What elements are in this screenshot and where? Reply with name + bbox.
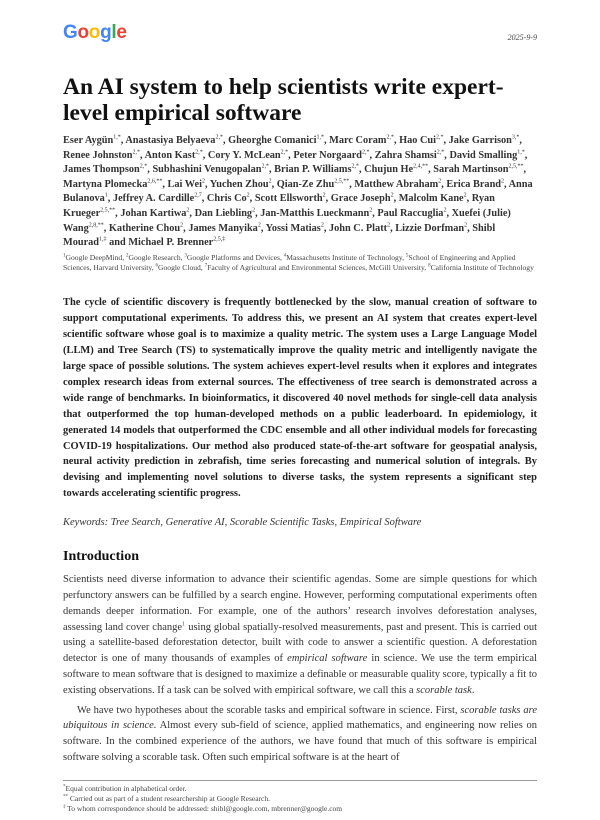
author-affiliation-marker: 2 — [268, 178, 272, 185]
author-name: Jan-Matthis Lueckmann — [260, 207, 370, 219]
footnote-text: Carried out as part of a student researchership at Google Research. — [68, 793, 271, 803]
author-name: Yuchen Zhou — [209, 178, 269, 190]
author-affiliation-marker: 2,* — [362, 149, 370, 156]
author-affiliation-marker: 2,5,‡ — [213, 236, 226, 243]
author-affiliation-marker: 2 — [246, 192, 250, 199]
author-name: Jake Garrison — [448, 135, 512, 146]
author-name: Chujun He — [364, 164, 414, 176]
author-name: Matthew Abraham — [354, 178, 439, 190]
logo-letter: l — [111, 22, 117, 43]
author-affiliation-marker: 2 — [180, 222, 184, 229]
author-name: Paul Raccuglia — [377, 207, 444, 219]
author-name: Anton Kast — [144, 149, 196, 161]
author-name: Ryan Krueger — [63, 193, 495, 219]
author-affiliation-marker: 2,* — [351, 163, 359, 170]
intro-paragraph-1 — [63, 572, 537, 698]
footnote-mark: * — [63, 784, 66, 790]
author-affiliation-marker: 2 — [186, 207, 190, 214]
author-name: Lizzie Dorfman — [395, 222, 465, 234]
footnote-mark: ‡ — [63, 804, 66, 810]
logo-letter: o — [88, 22, 101, 43]
affiliation-number: 5 — [405, 253, 409, 259]
author-name: Yossi Matias — [265, 222, 321, 234]
author-name: David Smalling — [449, 149, 518, 161]
section-heading-introduction: Introduction — [63, 549, 139, 565]
author-name: Lai Wei — [167, 178, 202, 190]
author-affiliation-marker: 2 — [320, 222, 324, 229]
author-affiliation-marker: 1,* — [113, 134, 121, 141]
author-affiliation-marker: 2 — [387, 222, 391, 229]
author-name: Eser Aygün — [63, 135, 114, 146]
author-name: Malcolm Kane — [398, 193, 464, 205]
paper-page — [63, 0, 537, 820]
affiliation-number: 4 — [283, 253, 287, 259]
author-affiliation-marker: 2 — [252, 207, 256, 214]
author-name: Xuefei (Julie) Wang — [63, 207, 511, 234]
author-name: Qian-Ze Zhu — [276, 178, 335, 190]
author-name: Martyna Plomecka — [63, 178, 148, 190]
footnote — [63, 794, 537, 804]
author-name: James Thompson — [63, 164, 140, 176]
author-name: Grace Joseph — [330, 193, 391, 205]
footnote-mark: ** — [63, 794, 68, 800]
author-affiliation-marker: 2,8,** — [88, 222, 104, 229]
affiliation-name: Massachusetts Institute of Technology — [286, 252, 403, 262]
abstract: The cycle of scientific discovery is frequently bottlenecked by the slow, manual creation of software to support computational experiments. To address this, we present an AI system that creates expert-level scientific software whose goal is to maximize a quality metric. The system uses a Large Language Model (LLM) and Tree Search (TS) to systematically improve the quality metric and intelligently navigate the large space of possible solutions. The system achieves expert-level results when it explores and integrates complex research ideas from external sources. The effectiveness of tree search is demonstrated across a wide range of benchmarks. In bioinformatics, it discovered 40 novel methods for single-cell data analysis that outperformed the top human-developed methods on a public leaderboard. In epidemiology, it generated 14 models that outperformed the CDC ensemble and all other individual models for forecasting COVID-19 hospitalizations. Our method also produced state-of-the-art software for geospatial analysis, neural activity prediction in zebrafish, time series forecasting and numerical solution of integrals. By devising and implementing novel solutions to diverse tasks, the system represents a significant step towards accelerating scientific progress. — [63, 297, 537, 500]
author-affiliation-marker: 2 — [390, 192, 394, 199]
logo-letter: G — [63, 22, 78, 43]
logo-letter: g — [100, 22, 112, 43]
author-affiliation-marker: 2,* — [132, 149, 141, 156]
affiliation-name: Google DeepMind — [65, 252, 123, 262]
footnote-divider — [63, 780, 537, 781]
google-logo — [63, 22, 127, 44]
emphasized-text: empirical software — [287, 653, 368, 665]
author-name: Renee Johnston — [63, 149, 133, 161]
text-segment: . — [471, 684, 475, 696]
author-affiliation-marker: 1,* — [517, 149, 525, 156]
paper-title: An AI system to help scientists write expert-level empirical software — [63, 74, 504, 126]
author-name: Scott Ellsworth — [254, 193, 323, 205]
author-affiliation-marker: 2,* — [215, 134, 223, 141]
affiliation-number: 3 — [184, 253, 187, 259]
affiliation-name: Faculty of Agricultural and Environmental Sciences, McGill University — [207, 263, 425, 273]
author-affiliation-marker: 2 — [438, 178, 442, 185]
author-name: Zahra Shamsi — [374, 149, 437, 161]
text-segment: in science. We use the term empirical software to mean software that is designed to maximize a definable or measurable quality score, typically a fit to existing observations. If a task can be solved with empirical software, we call this a — [63, 653, 537, 696]
author-name: James Manyika — [188, 222, 258, 234]
footnotes — [63, 784, 537, 820]
footnote-text: Equal contribution in alphabetical order. — [65, 783, 187, 793]
affiliation-name: Google Platforms and Devices — [186, 252, 280, 262]
author-affiliation-marker: 1 — [104, 192, 108, 199]
author-affiliation-marker: 2,* — [386, 134, 394, 141]
author-name: Shibl Mourad — [63, 222, 496, 249]
author-name: Jeffrey A. Cardille — [112, 193, 195, 205]
author-name: John C. Platt — [328, 222, 388, 234]
author-name: Anna Bulanova — [63, 178, 533, 205]
text-segment: Almost every sub-field of science, applied mathematics, and engineering now relies on software. In the combined experience of the authors, we have found that much of this software is empirical software solving a scorable task. Often such empirical software is at the heart of — [63, 720, 537, 763]
author-list: Eser Aygün$^{1,*}$, Anastasiya Belyaeva$^{2,*}$, Gheorghe Comanici$^{1,*}$, Marc Coram$^{2,*}$, Hao Cui$^{2,*}$, Jake Garrison$^{3,*}$, Renee Johnston$^{2,*}$, Anton Kast$^{2,*}$, Cory Y. McLean$^{2,*}$, Peter Norgaard$^{2,*}$, Zahra Shamsi$^{2,*}$, David Smalling$^{1,*}$, James Thompson$^{2,*}$, Subhashini Venugopalan$^{2,*}$, Brian P. Williams$^{2,*}$, Chujun $He^{2,4,**}$, Sarah Martinson$^{2,5,**}$, Martyna Plomecka$^{2,6,**}$, Lai Wei$^2$, Yuchen Zhou$^2$, Qian-Ze Zhu$^{2,5,**}$, Matthew Abraham$^2$, Erica Brand$^2$, Anna Bulanova$^1$, Jeffrey A. Cardille$^{2,7}$, Chris Co$^2$, Scott Ellsworth$^2$, Grace Joseph$^2$, Malcolm Kane$^2$, Ryan Krueger$^{2,5,**}$, Johan Kartiwa$^2$, Dan Liebling$^2$, Jan-Matthis Lueckmann$^2$, Paul Raccuglia$^2$, Xuefei (Julie) Wang$^{2,8,**}$, Katherine Chou$^2$, James Manyika$^2$, Yossi Matias$^2$, John C. Platt$^2$, Lizzie Dorfman$^2$, Shibl Mourad$^{1,\ddagger}$ and Michael P. Brenner$^{2,5,\ddagger}$ — [63, 134, 533, 249]
author-name: Sarah Martinson — [433, 164, 509, 176]
author-name: Hao Cui — [399, 135, 436, 146]
author-affiliation-marker: 2,5,** — [100, 207, 116, 214]
author-affiliation-marker: 2 — [463, 192, 467, 199]
author-name: Chris Co — [206, 193, 247, 205]
emphasized-text: scorable task — [416, 684, 472, 696]
author-affiliation-marker: 2,5,** — [508, 163, 524, 170]
affiliations: $^1$Google DeepMind, $^2$Google Research, $^3$Google Platforms and Devices, $^4$Massachusetts Institute of Technology, $^5$School of Engineering and Applied Sciences, Harvard University, $^6$Google Cloud, $^7$Faculty of Agricultural and Environmental Sciences, McGill University, $^8$California Institute of Technology — [63, 252, 534, 273]
emphasized-text: scorable tasks are ubiquitous in science. — [63, 704, 537, 732]
author-affiliation-marker: 2 — [443, 207, 447, 214]
keywords: Keywords: Tree Search, Generative AI, Scorable Scientific Tasks, Empirical Software — [63, 517, 422, 529]
author-affiliation-marker: 2 — [369, 207, 373, 214]
intro-paragraph-2 — [63, 703, 537, 766]
affiliation-number: 8 — [428, 263, 431, 269]
author-affiliation-marker: 2,* — [436, 134, 444, 141]
author-affiliation-marker: 2,6,** — [147, 178, 163, 185]
logo-letter: e — [116, 22, 127, 43]
author-affiliation-marker: 2,* — [280, 149, 289, 156]
author-name: Erica Brand — [446, 178, 502, 190]
publication-date: 2025-9-9 — [507, 33, 537, 42]
footnote — [63, 784, 537, 794]
author-name: Johan Kartiwa — [120, 207, 187, 219]
author-name: Michael P. Brenner — [128, 237, 214, 249]
page-header — [63, 18, 537, 44]
affiliation-number: 7 — [204, 263, 208, 269]
affiliation-name: School of Engineering and Applied Sciences, Harvard University — [63, 252, 516, 273]
author-name: Dan Liebling — [194, 207, 253, 219]
author-affiliation-marker: 2 — [322, 192, 326, 199]
author-affiliation-marker: 1,‡ — [99, 236, 107, 243]
author-name: Peter Norgaard — [293, 149, 363, 161]
text-segment: Scientists need diverse information to advance their scientific agendas. Some are simple questions for which perfunctory answers can be fulfilled by a search engine. However, performing computational experiments often demands deeper information. For example, one of the authors’ research involves deforestation analyses, assessing land cover change — [63, 574, 537, 633]
affiliation-number: 2 — [126, 253, 129, 259]
footnote — [63, 804, 537, 814]
logo-letter: o — [77, 22, 89, 43]
author-name: Katherine Chou — [108, 222, 181, 234]
author-affiliation-marker: 2 — [257, 222, 261, 229]
author-affiliation-marker: 2,5,** — [334, 178, 350, 185]
author-affiliation-marker: 2,* — [436, 149, 445, 156]
author-name: Anastasiya Belyaeva — [125, 135, 216, 146]
author-name: Marc Coram — [329, 135, 387, 146]
author-affiliation-marker: 1,* — [316, 134, 324, 141]
text-segment: using global spatially-resolved measurements, past and present. This is carried out using a satellite-based deforestation detector, built with code to answer a scientific question. A deforestation detector is one of many thousands of examples of — [63, 621, 537, 665]
author-affiliation-marker: 2 — [201, 178, 205, 185]
author-affiliation-marker: 2,7 — [194, 192, 202, 199]
author-name: Cory Y. McLean — [207, 149, 281, 161]
affiliation-name: Google Cloud — [158, 263, 201, 273]
footnote-text: To whom correspondence should be addressed: shibl@google.com, mbrenner@google.com — [65, 803, 343, 813]
author-affiliation-marker: 2 — [464, 222, 468, 229]
author-affiliation-marker: 2,4,** — [413, 163, 429, 170]
affiliation-number: 6 — [155, 263, 159, 269]
author-affiliation-marker: 2,* — [195, 149, 203, 156]
author-affiliation-marker: 3,* — [511, 134, 520, 141]
author-name: Subhashini Venugopalan — [152, 164, 262, 176]
affiliation-name: Google Research — [128, 252, 181, 262]
affiliation-name: California Institute of Technology — [430, 263, 534, 273]
footnote-reference-link[interactable]: 1 — [182, 620, 186, 628]
author-affiliation-marker: 2 — [501, 178, 505, 185]
text-segment: We have two hypotheses about the scorable tasks and empirical software in science. First, — [77, 704, 461, 716]
affiliation-number: 1 — [63, 253, 66, 259]
author-name: Gheorghe Comanici — [228, 135, 317, 146]
author-affiliation-marker: 2,* — [139, 163, 148, 170]
author-affiliation-marker: 2,* — [261, 163, 269, 170]
author-name: Brian P. Williams — [274, 164, 352, 176]
